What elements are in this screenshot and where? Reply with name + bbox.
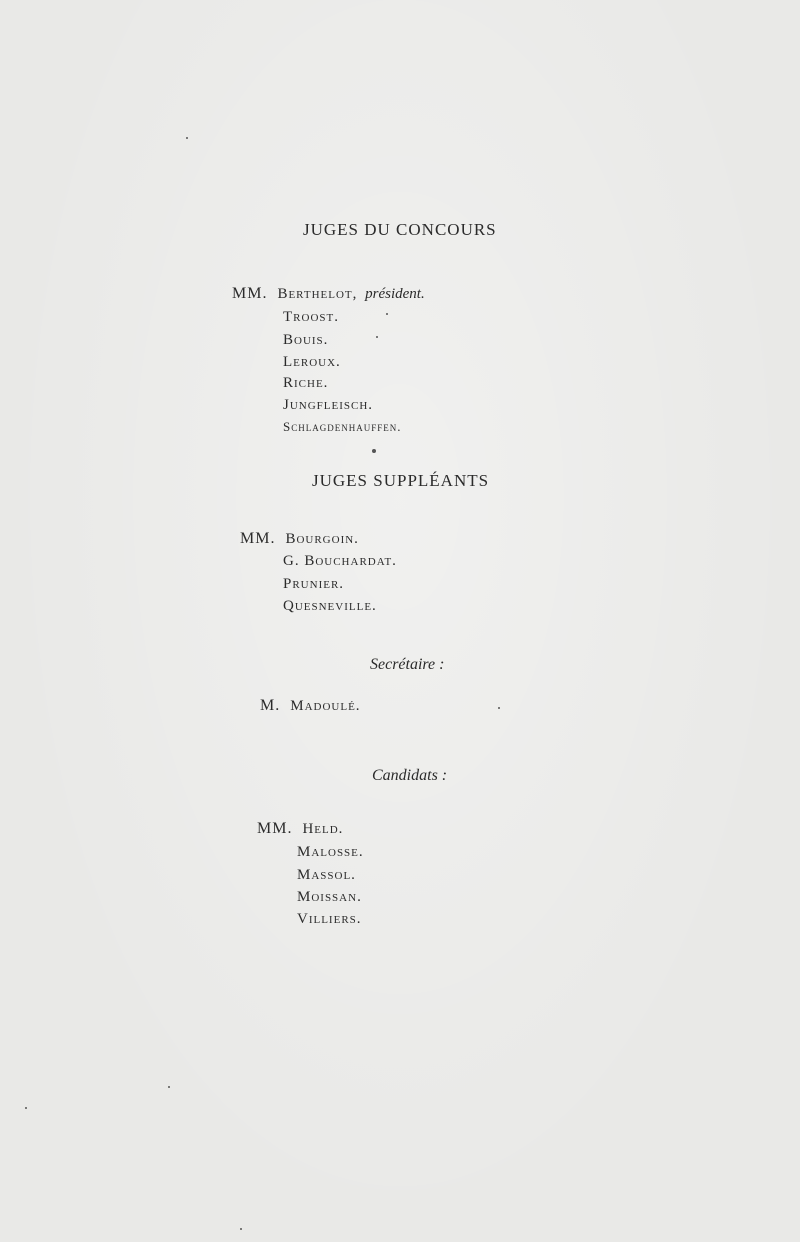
suppleants-row-3 [283, 598, 377, 615]
ink-speck [372, 449, 376, 453]
secretaire-prefix: M. [260, 697, 281, 714]
candidats-row-4 [297, 911, 362, 928]
ink-speck [25, 1107, 27, 1109]
suppleants-title: JUGES SUPPLÉANTS [312, 471, 490, 490]
candidats-label: Candidats : [372, 767, 448, 784]
candidats-prefix: MM. [257, 820, 293, 837]
ink-speck [386, 313, 388, 315]
juges-row-1 [283, 309, 339, 326]
president-role: président. [365, 286, 425, 302]
candidats-row-1 [297, 844, 364, 861]
suppleants-row-0 [240, 530, 359, 548]
juges-row-6 [283, 419, 401, 435]
suppleants-row-1 [283, 553, 397, 570]
candidat-name: Malosse. [297, 844, 364, 860]
candidats-row-0 [257, 820, 343, 838]
suppleant-name: Prunier. [283, 576, 345, 592]
juge-name: Jungfleisch. [283, 397, 374, 413]
juge-name: Schlagdenhauffen. [283, 419, 402, 434]
suppleants-prefix: MM. [240, 530, 276, 547]
ink-speck [376, 336, 378, 338]
secretaire-name: Madoulé. [290, 698, 361, 714]
juge-name: Bouis. [283, 332, 329, 348]
juges-row-4 [283, 375, 328, 392]
juges-row-0 [232, 285, 425, 303]
candidat-name: Held. [302, 821, 344, 837]
juge-name: Berthelot, [277, 286, 358, 302]
suppleants-row-2 [283, 576, 344, 593]
juge-name: Riche. [283, 375, 329, 391]
juges-row-3 [283, 354, 341, 371]
juges-title: JUGES DU CONCOURS [303, 220, 497, 239]
juge-name: Troost. [283, 309, 339, 325]
ink-speck [498, 707, 500, 709]
juges-row-5 [283, 397, 373, 414]
candidat-name: Villiers. [297, 911, 362, 927]
ink-speck [240, 1228, 242, 1230]
ink-speck [168, 1086, 170, 1088]
suppleant-name: Quesneville. [283, 598, 377, 614]
secretaire-label: Secrétaire : [370, 656, 445, 673]
candidat-name: Moissan. [297, 889, 362, 905]
candidat-name: Massol. [297, 867, 356, 883]
suppleant-name: G. Bouchardat. [283, 553, 397, 569]
ink-speck [186, 137, 188, 139]
juges-prefix: MM. [232, 285, 268, 302]
candidats-row-3 [297, 889, 362, 906]
juge-name: Leroux. [283, 354, 341, 370]
suppleant-name: Bourgoin. [285, 531, 359, 547]
candidats-row-2 [297, 867, 356, 884]
secretaire-row [260, 697, 361, 715]
juges-row-2 [283, 332, 328, 349]
